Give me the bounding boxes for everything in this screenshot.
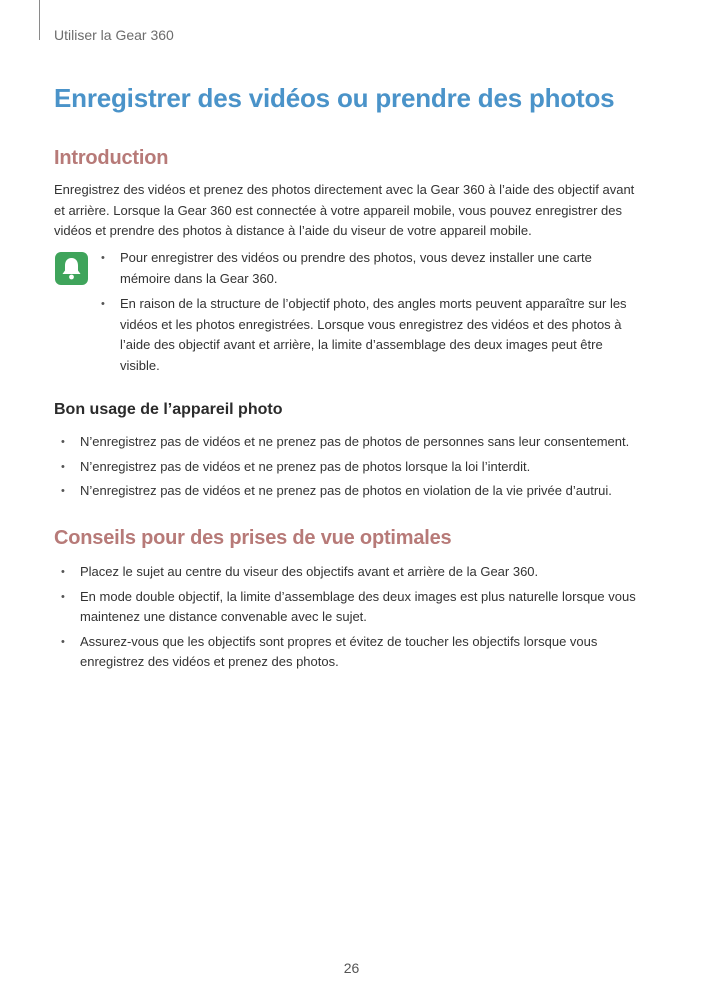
page-title: Enregistrer des vidéos ou prendre des photos: [54, 83, 615, 113]
bullet: •: [61, 460, 65, 473]
bullet: •: [61, 436, 65, 448]
list-item: • Placez le sujet au centre du viseur des objectifs avant et arrière de la Gear 360.: [80, 562, 660, 583]
bullet: •: [61, 485, 65, 497]
header-rule: [39, 0, 40, 40]
note-list: [101, 248, 640, 381]
list-item: • N’enregistrez pas de vidéos et ne prenez pas de photos en violation de la vie privée d’autrui.: [80, 481, 660, 502]
tips-list: [61, 562, 660, 677]
list-item: • N’enregistrez pas de vidéos et ne prenez pas de photos de personnes sans leur consentement.: [80, 432, 660, 453]
bullet: •: [101, 298, 105, 310]
list-item: • N’enregistrez pas de vidéos et ne prenez pas de photos lorsque la loi l’interdit.: [80, 457, 660, 478]
note-item: • Pour enregistrer des vidéos ou prendre des photos, vous devez installer une carte mémoire dans la Gear 360.: [101, 250, 592, 286]
list-item: • En mode double objectif, la limite d’assemblage des deux images est plus naturelle lorsque vous maintenez une distance convenable avec le sujet.: [61, 588, 636, 624]
intro-paragraph: Enregistrez des vidéos et prenez des photos directement avec la Gear 360 à l’aide des objectif avant et arrière. Lorsque la Gear 360 est connectée à votre appareil mobile, vous pouvez enregistrer des vidéos et prendre des photos à distance à l’aide du viseur de votre appareil mobile.: [54, 182, 635, 238]
bullet: •: [61, 590, 65, 603]
bell-icon: [55, 252, 88, 285]
page-number: 26: [343, 960, 360, 976]
usage-heading: Bon usage de l’appareil photo: [54, 401, 283, 418]
bullet: •: [101, 252, 105, 264]
running-header: Utiliser la Gear 360: [54, 27, 174, 43]
note-item: • En raison de la structure de l’objectif photo, des angles morts peuvent apparaître sur les vidéos et les photos enregistrées. Lorsque vous enregistrez des vidéos et des photos à l’aide des objectif avant et arrière, la limite d’assemblage des deux images peut être visible.: [101, 296, 627, 373]
intro-heading: Introduction: [54, 147, 169, 169]
bullet: •: [61, 635, 65, 648]
tips-heading: Conseils pour des prises de vue optimales: [54, 527, 452, 549]
list-item: • Assurez-vous que les objectifs sont propres et évitez de toucher les objectifs lorsque vous enregistrez des vidéos et prenez des photos.: [61, 633, 598, 669]
usage-list: [61, 432, 660, 506]
bullet: •: [61, 566, 65, 578]
